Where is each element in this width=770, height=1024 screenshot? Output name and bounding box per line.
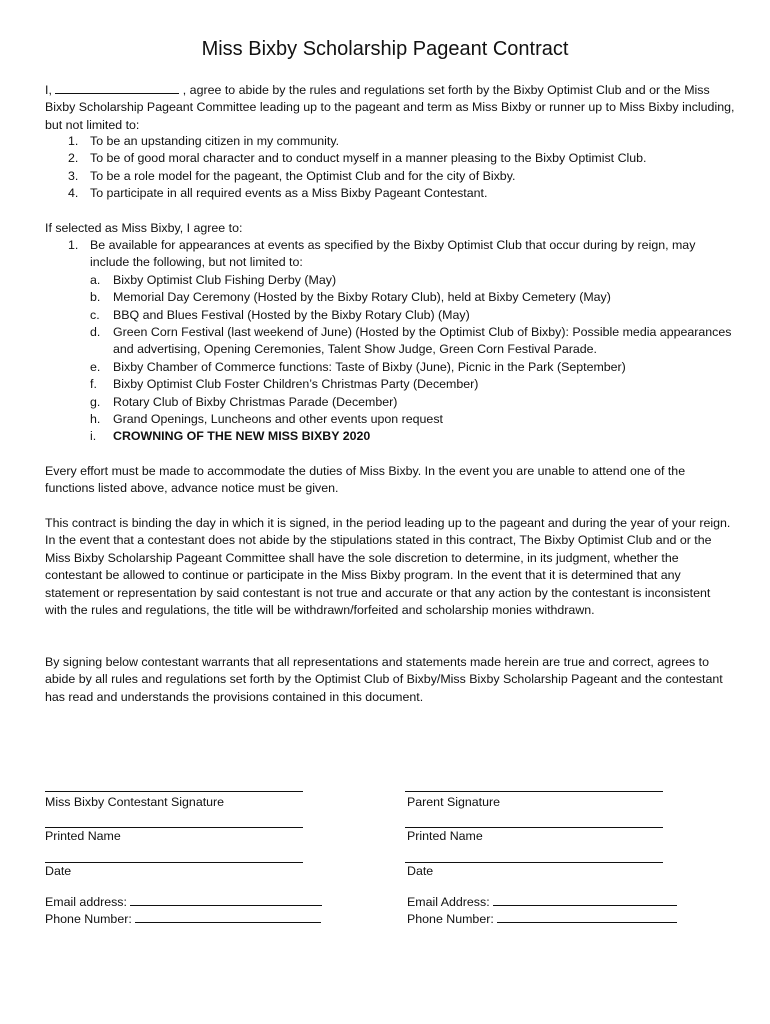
- contestant-email-field[interactable]: [130, 893, 322, 906]
- list-marker: 2.: [68, 151, 79, 166]
- event-text: Green Corn Festival (last weekend of June) (Hosted by the Optimist Club of Bixby): Possible media appearances and advertising, Opening Ceremonies, Talent Show Judge, Green Corn Festival Parade.: [113, 325, 732, 357]
- event-text: Memorial Day Ceremony (Hosted by the Bixby Rotary Club), held at Bixby Cemetery (May): [113, 290, 611, 305]
- page-title: Miss Bixby Scholarship Pageant Contract: [201, 38, 569, 60]
- event-item: [45, 394, 735, 411]
- event-marker: a.: [90, 272, 101, 287]
- event-marker: h.: [90, 412, 101, 427]
- parent-signature-label: Parent Signature: [407, 795, 500, 809]
- parent-signature-line[interactable]: [405, 791, 663, 792]
- list-item-text: To be an upstanding citizen in my community.: [90, 134, 340, 148]
- event-text: CROWNING OF THE NEW MISS BIXBY 2020: [113, 429, 371, 444]
- event-text: Bixby Optimist Club Fishing Derby (May): [113, 272, 337, 287]
- list-item: [45, 150, 735, 167]
- parent-date-line[interactable]: [405, 862, 663, 863]
- event-text: Bixby Chamber of Commerce functions: Taste of Bixby (June), Picnic in the Park (September): [113, 359, 626, 374]
- event-item: [45, 411, 735, 428]
- list-marker: 1.: [68, 134, 79, 148]
- events-list: [45, 272, 735, 446]
- intro-text: , agree to abide by the rules and regulations set forth by the Bixby Optimist Club and or the Miss Bixby Scholarship Pageant Committee leading up to the pageant and term as Miss Bixby or runner up to Miss Bixby including, but not limited to:: [45, 83, 735, 132]
- contestant-signature-label: Miss Bixby Contestant Signature: [45, 795, 225, 809]
- event-text: Grand Openings, Luncheons and other events upon request: [113, 412, 443, 427]
- parent-printed-name-label: Printed Name: [407, 829, 483, 843]
- parent-email-label: Email Address:: [407, 895, 490, 909]
- list-item-text: To participate in all required events as a Miss Bixby Pageant Contestant.: [90, 186, 488, 201]
- effort-paragraph: Every effort must be made to accommodate the duties of Miss Bixby. In the event you are unable to attend one of the functions listed above, advance notice must be given.: [45, 464, 686, 496]
- event-marker: c.: [90, 307, 100, 322]
- event-marker: d.: [90, 325, 101, 340]
- list-item-text: Be available for appearances at events as specified by the Bixby Optimist Club that occur during by reign, may include the following, but not limited to:: [90, 238, 696, 270]
- contestant-phone-label: Phone Number:: [45, 912, 132, 926]
- parent-phone-row: [407, 910, 677, 928]
- list-marker: 3.: [68, 168, 79, 183]
- signing-paragraph: By signing below contestant warrants that all representations and statements made herein are true and correct, agrees to abide by all rules and regulations set forth by the Optimist Club of Bixby/Miss Bixby Scholarship Pageant and the contestant has read and understands the provisions contained in this document.: [45, 655, 723, 704]
- event-text: BBQ and Blues Festival (Hosted by the Bixby Rotary Club) (May): [113, 307, 470, 322]
- duties-list: [45, 237, 735, 446]
- event-marker: b.: [90, 290, 101, 305]
- contestant-date-line[interactable]: [45, 862, 303, 863]
- event-text: Rotary Club of Bixby Christmas Parade (December): [113, 394, 398, 409]
- event-item: [45, 307, 735, 324]
- contestant-phone-row: [45, 910, 321, 928]
- list-item: [45, 237, 735, 272]
- contestant-printed-name-label: Printed Name: [45, 829, 121, 843]
- list-item: [45, 133, 735, 150]
- commitments-list: [45, 133, 735, 203]
- parent-email-row: [407, 893, 677, 911]
- name-blank[interactable]: [55, 81, 179, 94]
- event-item-crowning: [45, 428, 735, 445]
- event-marker: i.: [90, 429, 97, 444]
- parent-email-field[interactable]: [493, 893, 677, 906]
- event-item: [45, 359, 735, 376]
- intro-paragraph: [45, 81, 735, 134]
- selected-heading: If selected as Miss Bixby, I agree to:: [45, 221, 243, 235]
- list-item-text: To be of good moral character and to conduct myself in a manner pleasing to the Bixby Optimist Club.: [90, 151, 647, 166]
- event-item: [45, 376, 735, 393]
- contestant-date-label: Date: [45, 864, 72, 878]
- event-marker: e.: [90, 359, 101, 374]
- event-marker: f.: [90, 377, 97, 392]
- list-marker: 4.: [68, 186, 79, 201]
- parent-phone-label: Phone Number:: [407, 912, 494, 926]
- intro-prefix: I,: [45, 83, 52, 97]
- list-item-text: To be a role model for the pageant, the Optimist Club and for the city of Bixby.: [90, 168, 516, 183]
- event-item: [45, 289, 735, 306]
- parent-phone-field[interactable]: [497, 910, 677, 923]
- list-marker: 1.: [68, 238, 79, 252]
- event-item: [45, 272, 735, 289]
- parent-date-label: Date: [407, 864, 434, 878]
- contestant-email-row: [45, 893, 322, 911]
- contestant-email-label: Email address:: [45, 895, 127, 909]
- contestant-signature-line[interactable]: [45, 791, 303, 792]
- list-item: [45, 185, 735, 202]
- binding-paragraph: This contract is binding the day in which it is signed, in the period leading up to the pageant and during the year of your reign. In the event that a contestant does not abide by the stipulations stated in this contract, The Bixby Optimist Club and or the Miss Bixby Scholarship Pageant Committee shall have the sole discretion to determine, in its judgment, whether the contestant be allowed to continue or participate in the Miss Bixby program. In the event that it is determined that any statement or representation by said contestant is not true and accurate or that any action by the contestant is inconsistent with the rules and regulations, the title will be withdrawn/forfeited and scholarship monies withdrawn.: [45, 516, 731, 618]
- event-marker: g.: [90, 394, 101, 409]
- event-item: [45, 324, 735, 359]
- contestant-phone-field[interactable]: [135, 910, 321, 923]
- event-text: Bixby Optimist Club Foster Children’s Christmas Party (December): [113, 377, 479, 392]
- list-item: [45, 168, 735, 185]
